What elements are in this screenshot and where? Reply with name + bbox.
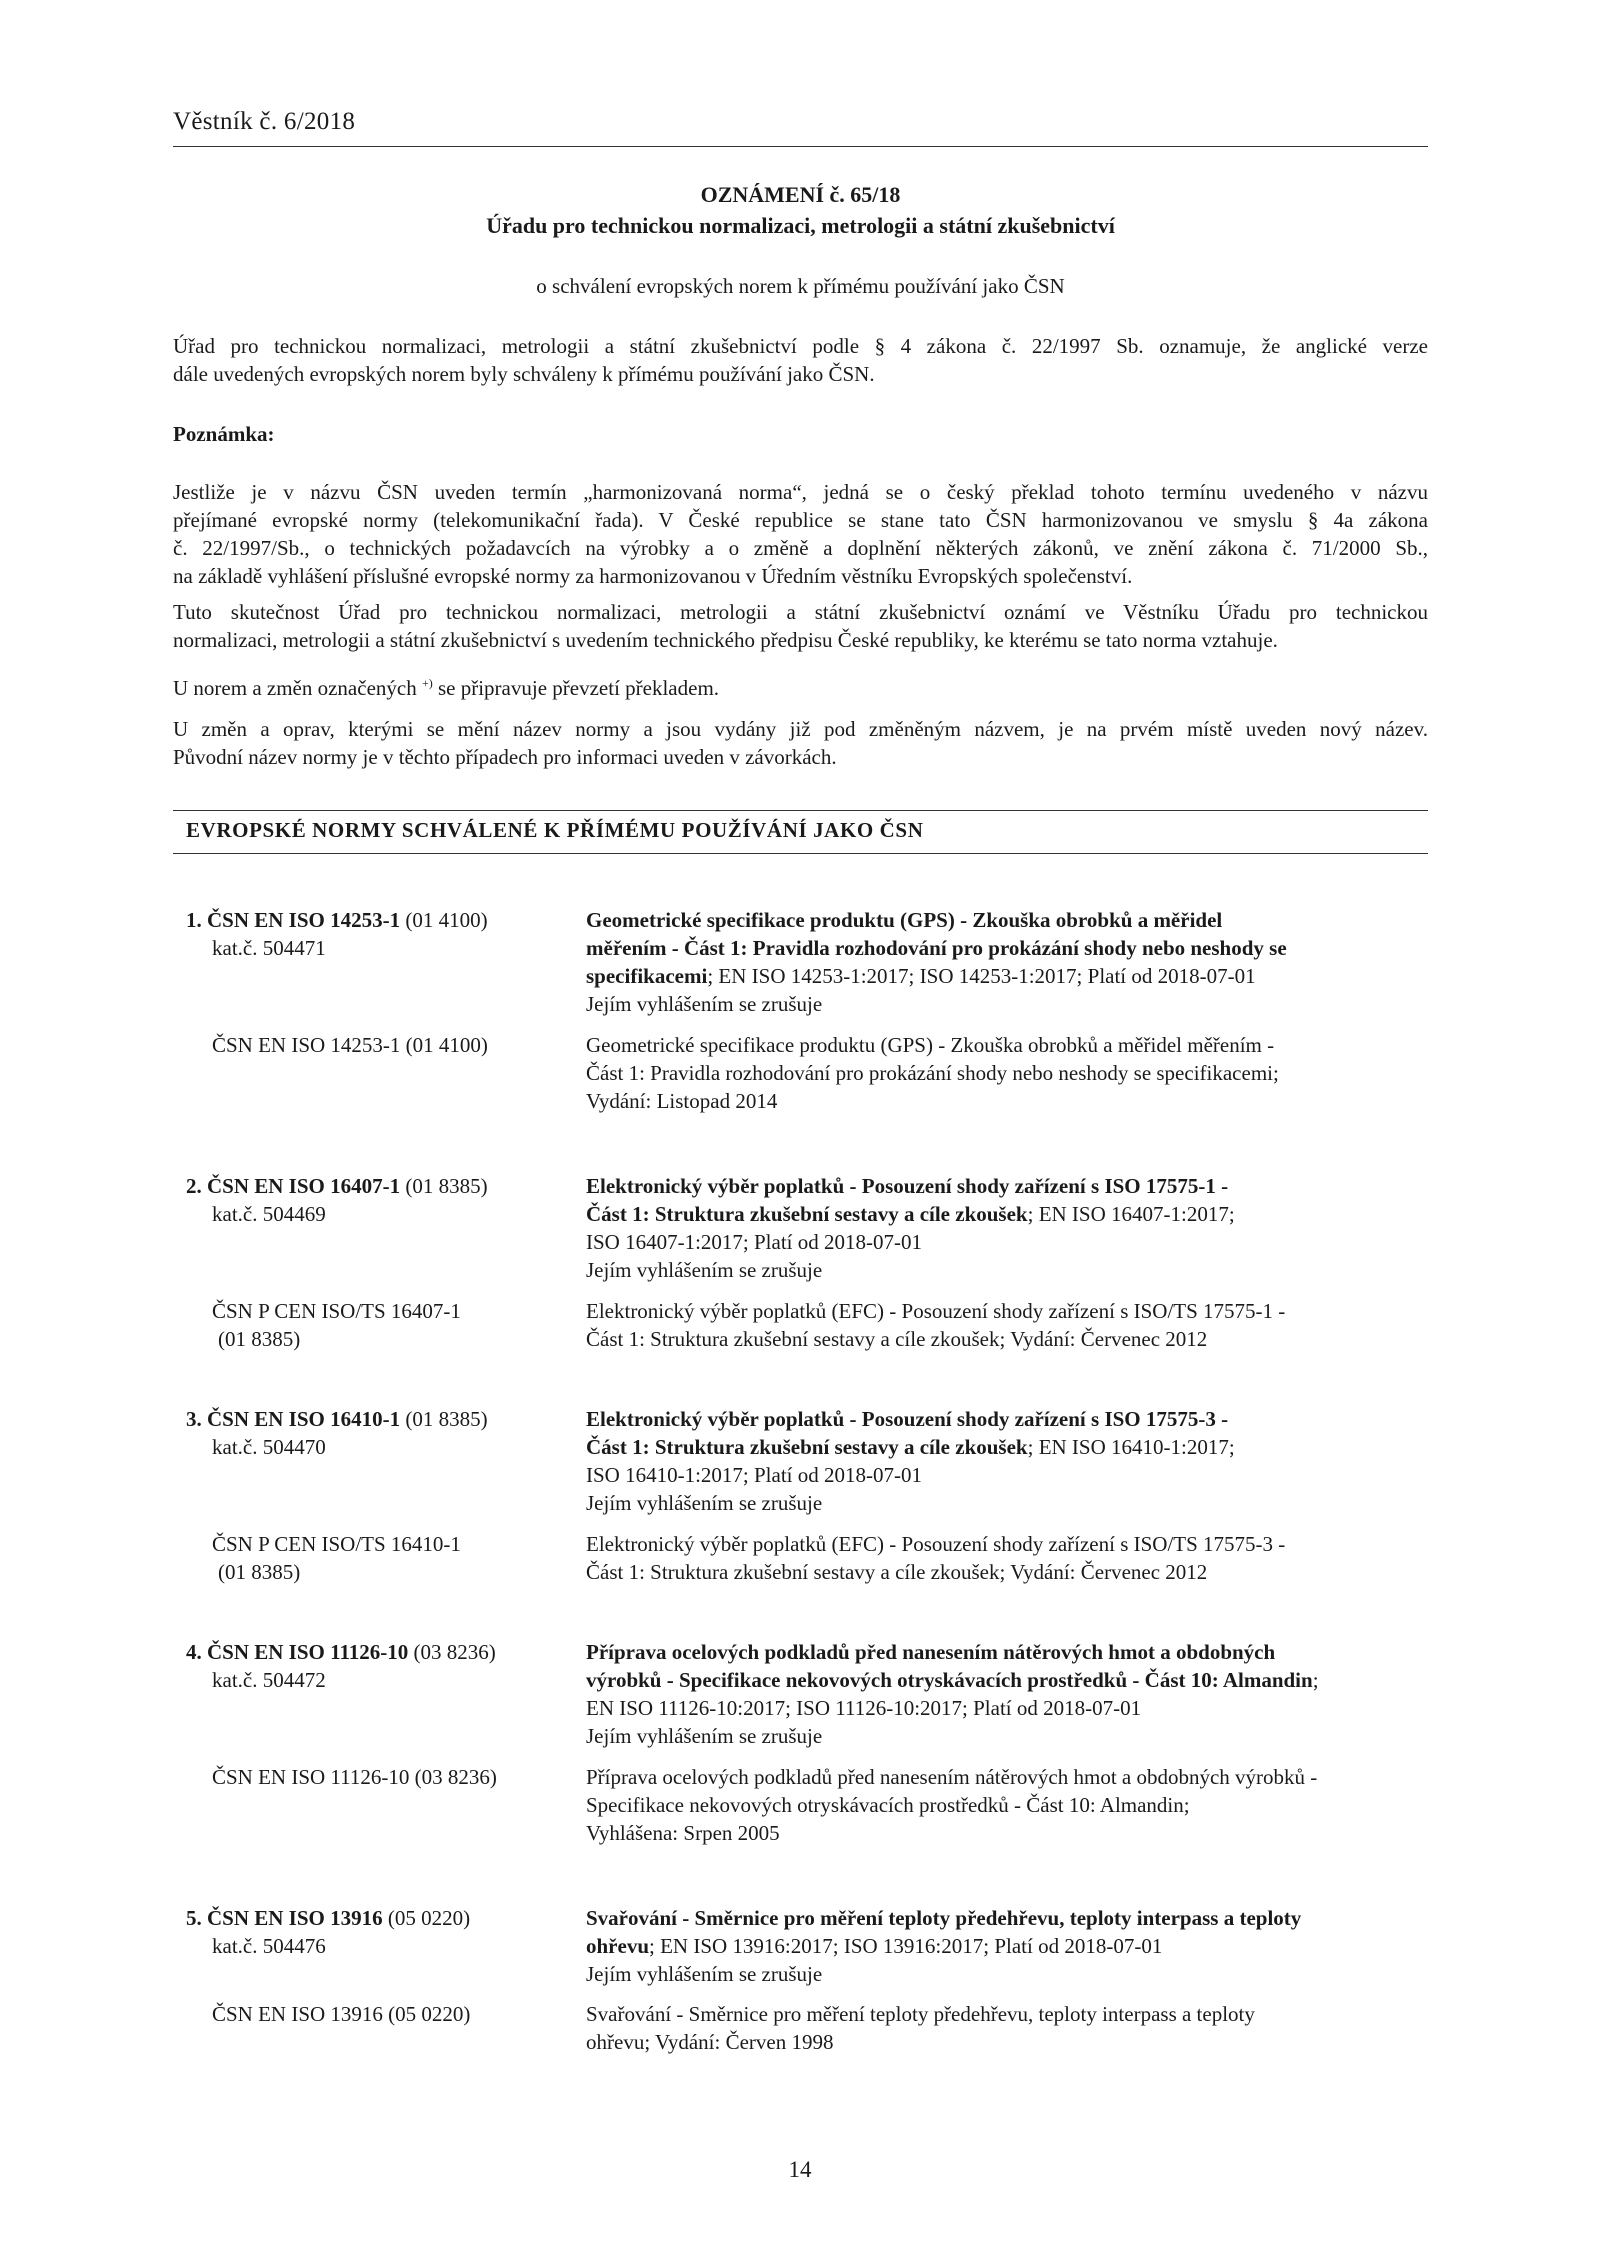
old-norm-line: Vydání: Listopad 2014 <box>586 1089 778 1113</box>
catalog-number: kat.č. 504469 <box>212 1202 326 1226</box>
catalog-number: kat.č. 504471 <box>212 936 326 960</box>
entry-number: 5. <box>186 1906 202 1930</box>
norm-title-line: specifikacemi <box>586 964 708 988</box>
norm-description <box>586 906 1428 1018</box>
journal-title: Věstník č. 6/2018 <box>173 108 356 135</box>
old-norm-line: Svařování - Směrnice pro měření teploty předehřevu, teploty interpass a teploty <box>586 2002 1255 2026</box>
old-norm-line: Příprava ocelových podkladů před nanesením nátěrových hmot a obdobných výrobků - <box>586 1765 1318 1789</box>
norm-title-line: Svařování - Směrnice pro měření teploty předehřevu, teploty interpass a teploty <box>586 1906 1302 1930</box>
note-line: č. 22/1997/Sb., o technických požadavcích na výrobky a o změně a doplnění některých zákonů, ve znění zákona č. 71/2000 Sb., <box>173 536 1428 560</box>
cancel-note: Jejím vyhlášením se zrušuje <box>586 1962 823 1986</box>
norm-meta: ; EN ISO 14253-1:2017; ISO 14253-1:2017; Platí od 2018-07-01 <box>707 964 1256 988</box>
norm-meta: ISO 16410-1:2017; Platí od 2018-07-01 <box>586 1463 922 1487</box>
norm-meta: ; <box>1312 1668 1319 1692</box>
changes-paragraph <box>173 715 1428 771</box>
note-line: Jestliže je v názvu ČSN uveden termín „harmonizovaná norma“, jedná se o český překlad tohoto termínu uvedeného v názvu <box>173 480 1428 504</box>
old-norm-line: Specifikace nekovových otryskávacích prostředků - Část 10: Almandin; <box>586 1793 1190 1817</box>
cancel-note: Jejím vyhlášením se zrušuje <box>586 1491 823 1515</box>
old-norm-id: ČSN EN ISO 13916 (05 0220) <box>212 2002 471 2026</box>
old-norm-description <box>586 1031 1428 1115</box>
old-norm-line: Část 1: Struktura zkušební sestavy a cíle zkoušek; Vydání: Červenec 2012 <box>586 1560 1208 1584</box>
entry-number: 1. <box>186 908 202 932</box>
translation-note <box>173 669 1428 702</box>
norm-id <box>186 906 566 962</box>
old-norm-description <box>586 1297 1428 1353</box>
page-number: 14 <box>788 2157 812 2182</box>
norm-id <box>186 1904 566 1960</box>
entry-number: 3. <box>186 1407 202 1431</box>
norm-class: (05 0220) <box>387 1906 471 1930</box>
fact-line: normalizaci, metrologii a státní zkušebnictví s uvedením technického předpisu České republiky, ke kterému se tato norma vztahuje. <box>173 628 1278 652</box>
fact-line: Tuto skutečnost Úřad pro technickou normalizaci, metrologii a státní zkušebnictví oznámí ve Věstníku Úřadu pro technickou <box>173 600 1428 624</box>
old-norm-id <box>212 1530 572 1586</box>
norm-code: ČSN EN ISO 13916 <box>207 1906 383 1930</box>
norm-id <box>186 1638 566 1694</box>
old-norm-id: ČSN EN ISO 11126-10 (03 8236) <box>212 1765 497 1789</box>
norm-title-line: výrobků - Specifikace nekovových otryskávacích prostředků - Část 10: Almandin <box>586 1668 1313 1692</box>
old-norm-line: Geometrické specifikace produktu (GPS) - Zkouška obrobků a měřidel měřením - <box>586 1033 1275 1057</box>
norm-description <box>586 1172 1428 1284</box>
section-rule <box>173 853 1428 854</box>
note-paragraph <box>173 478 1428 590</box>
translation-text: U norem a změn označených <box>173 676 422 700</box>
note-line: přejímané evropské normy (telekomunikační řada). V České republice se stane tato ČSN harmonizovanou ve smyslu § 4a zákona <box>173 508 1428 532</box>
old-norm-description <box>586 2000 1428 2056</box>
old-norm-line: Část 1: Struktura zkušební sestavy a cíle zkoušek; Vydání: Červenec 2012 <box>586 1327 1208 1351</box>
header-rule <box>173 146 1428 147</box>
norm-id <box>186 1172 566 1228</box>
cancel-note: Jejím vyhlášením se zrušuje <box>586 1258 823 1282</box>
norm-description <box>586 1638 1428 1750</box>
old-norm-id <box>212 1297 572 1353</box>
old-norm-line: Elektronický výběr poplatků (EFC) - Posouzení shody zařízení s ISO/TS 17575-3 - <box>586 1532 1286 1556</box>
norm-title-line: Elektronický výběr poplatků - Posouzení shody zařízení s ISO 17575-3 - <box>586 1407 1229 1431</box>
norm-title-line: Elektronický výběr poplatků - Posouzení shody zařízení s ISO 17575-1 - <box>586 1174 1229 1198</box>
old-norm-code: ČSN P CEN ISO/TS 16410-1 <box>212 1532 461 1556</box>
intro-line: dále uvedených evropských norem byly schváleny k přímému používání jako ČSN. <box>173 362 875 386</box>
old-norm-line: Část 1: Pravidla rozhodování pro prokázání shody nebo neshody se specifikacemi; <box>586 1061 1279 1085</box>
old-norm-line: Elektronický výběr poplatků (EFC) - Posouzení shody zařízení s ISO/TS 17575-1 - <box>586 1299 1286 1323</box>
old-norm-class: (01 8385) <box>218 1327 301 1351</box>
norm-code: ČSN EN ISO 11126-10 <box>207 1640 409 1664</box>
announcement-subject: o schválení evropských norem k přímému používání jako ČSN <box>536 274 1065 298</box>
catalog-number: kat.č. 504476 <box>212 1934 326 1958</box>
entry-number: 4. <box>186 1640 202 1664</box>
changes-line: Původní název normy je v těchto případech pro informaci uveden v závorkách. <box>173 745 837 769</box>
norm-class: (01 8385) <box>405 1407 488 1431</box>
norm-meta: ; EN ISO 13916:2017; ISO 13916:2017; Platí od 2018-07-01 <box>649 1934 1163 1958</box>
old-norm-class: (01 8385) <box>218 1560 301 1584</box>
old-norm-description <box>586 1530 1428 1586</box>
running-header <box>173 108 1428 136</box>
old-norm-code: ČSN P CEN ISO/TS 16407-1 <box>212 1299 461 1323</box>
norm-title-line: ohřevu <box>586 1934 649 1958</box>
catalog-number: kat.č. 504472 <box>212 1668 326 1692</box>
announcement-authority: Úřadu pro technickou normalizaci, metrologii a státní zkušebnictví <box>486 213 1115 238</box>
old-norm-line: ohřevu; Vydání: Červen 1998 <box>586 2030 834 2054</box>
catalog-number: kat.č. 504470 <box>212 1435 326 1459</box>
norm-title-line: Část 1: Struktura zkušební sestavy a cíle zkoušek <box>586 1202 1028 1226</box>
old-norm-line: Vyhlášena: Srpen 2005 <box>586 1821 780 1845</box>
section-title: EVROPSKÉ NORMY SCHVÁLENÉ K PŘÍMÉMU POUŽÍVÁNÍ JAKO ČSN <box>186 818 924 842</box>
norm-class: (01 4100) <box>405 908 488 932</box>
section-rule <box>173 810 1428 811</box>
entry-number: 2. <box>186 1174 202 1198</box>
norm-description <box>586 1904 1428 1988</box>
norm-title-line: Část 1: Struktura zkušební sestavy a cíle zkoušek <box>586 1435 1028 1459</box>
norm-class: (03 8236) <box>413 1640 496 1664</box>
norm-title-line: Geometrické specifikace produktu (GPS) - Zkouška obrobků a měřidel <box>586 908 1223 932</box>
announcement-title: OZNÁMENÍ č. 65/18 <box>700 182 901 207</box>
norm-meta: EN ISO 11126-10:2017; ISO 11126-10:2017; Platí od 2018-07-01 <box>586 1696 1142 1720</box>
norm-id <box>186 1405 566 1461</box>
norm-meta: ISO 16407-1:2017; Platí od 2018-07-01 <box>586 1230 922 1254</box>
norm-meta: ; EN ISO 16407-1:2017; <box>1027 1202 1235 1226</box>
note-heading: Poznámka: <box>173 422 275 446</box>
note-line: na základě vyhlášení příslušné evropské normy za harmonizovanou v Úředním věstníku Evropských společenství. <box>173 564 1133 588</box>
norm-description <box>586 1405 1428 1517</box>
norm-title-line: měřením - Část 1: Pravidla rozhodování pro prokázání shody nebo neshody se <box>586 936 1287 960</box>
intro-line: Úřad pro technickou normalizaci, metrologii a státní zkušebnictví podle § 4 zákona č. 22/1997 Sb. oznamuje, že anglické verze <box>173 334 1428 358</box>
intro-paragraph <box>173 332 1428 388</box>
cancel-note: Jejím vyhlášením se zrušuje <box>586 992 823 1016</box>
norm-code: ČSN EN ISO 14253-1 <box>207 908 401 932</box>
norm-title-line: Příprava ocelových podkladů před nanesením nátěrových hmot a obdobných <box>586 1640 1276 1664</box>
cancel-note: Jejím vyhlášením se zrušuje <box>586 1724 823 1748</box>
fact-paragraph <box>173 598 1428 654</box>
norm-class: (01 8385) <box>405 1174 488 1198</box>
norm-code: ČSN EN ISO 16407-1 <box>207 1174 401 1198</box>
old-norm-description <box>586 1763 1428 1847</box>
old-norm-id: ČSN EN ISO 14253-1 (01 4100) <box>212 1033 488 1057</box>
norm-code: ČSN EN ISO 16410-1 <box>207 1407 401 1431</box>
translation-text: se připravuje převzetí překladem. <box>432 676 720 700</box>
changes-line: U změn a oprav, kterými se mění název normy a jsou vydány již pod změněným názvem, je na prvém místě uveden nový název. <box>173 717 1428 741</box>
norm-meta: ; EN ISO 16410-1:2017; <box>1027 1435 1235 1459</box>
translation-marker: +) <box>421 676 433 690</box>
